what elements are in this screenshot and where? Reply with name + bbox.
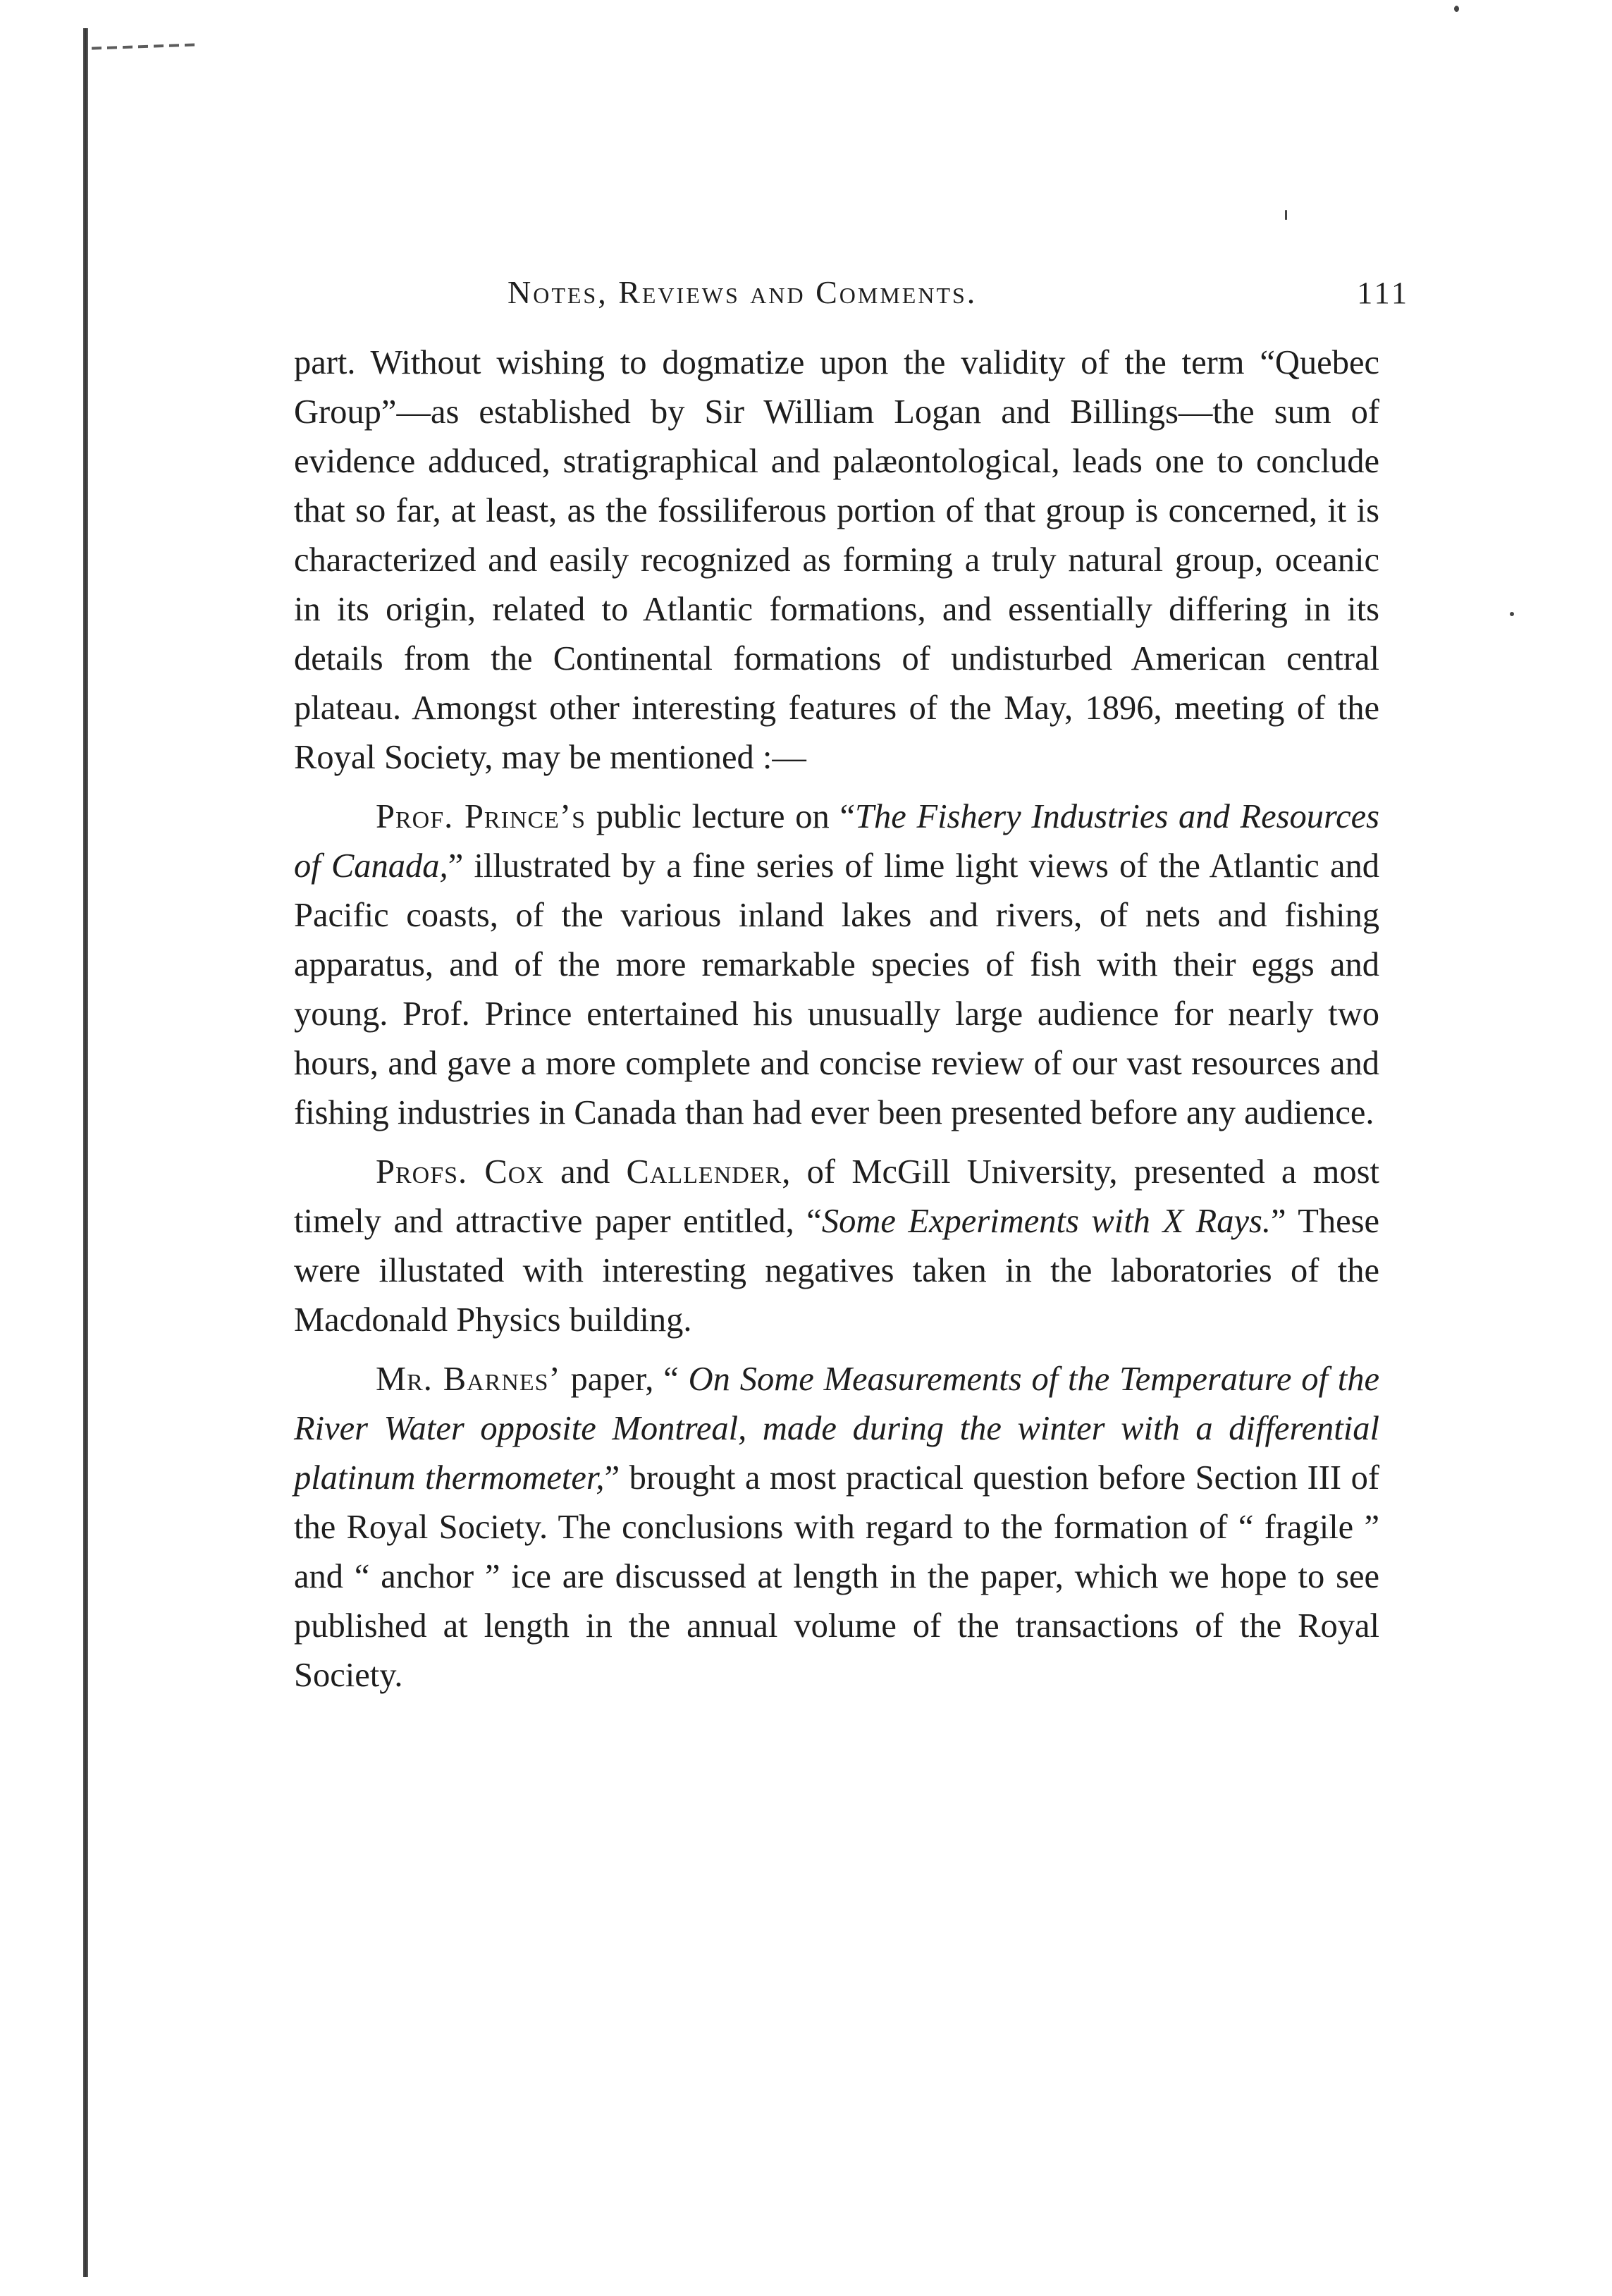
paragraph-text: and xyxy=(543,1153,627,1191)
paragraph-quebec-group xyxy=(294,338,1379,782)
page-number: 111 xyxy=(1357,276,1410,310)
running-title: Notes, Reviews and Comments. xyxy=(507,274,978,310)
speaker-name: Prof. Prince’s xyxy=(376,798,586,835)
body-text xyxy=(294,338,1379,1700)
scan-speck xyxy=(1510,612,1514,616)
paragraph-text: part. Without wishing to dogmatize upon the validity of the term “Quebec Group”—as established by Sir William Logan and Billings—the sum of evidence adduced, stratigraphical and palæontological, leads one to conclude that so far, at least, as the fossiliferous portion of that group is concerned, it is characterized and easily recognized as forming a truly natural group, oceanic in its origin, related to Atlantic formations, and essentially differing in its details from the Continental formations of undisturbed American central plateau. Amongst other interesting features of the May, 1896, meeting of the Royal Society, may be mentioned :— xyxy=(294,344,1379,776)
paragraph-x-rays xyxy=(294,1148,1379,1345)
scan-mark xyxy=(92,43,197,49)
paragraph-text: paper, “ xyxy=(560,1361,689,1398)
paragraph-prince-lecture xyxy=(294,792,1379,1138)
lecture-title: The Fishery Industries and Resources of Canada, xyxy=(294,798,1380,885)
paper-title: On Some Measurements of the Temperature of the River Water opposite Montreal, made during the winter with a differential platinum thermometer, xyxy=(294,1361,1379,1497)
paragraph-text: ” illustrated by a fine series of lime light views of the Atlantic and Pacific coasts, of the various inland lakes and rivers, of nets and fishing apparatus, and of the more remarkable species of fish with their eggs and young. Prof. Prince entertained his unusually large audience for nearly two hours, and gave a more complete and concise review of our vast resources and fishing industries in Canada than had ever been presented before any audience. xyxy=(294,847,1379,1131)
paper-title: Some Experiments with X Rays. xyxy=(821,1203,1272,1240)
scan-speck xyxy=(1285,210,1287,220)
paragraph-barnes-paper xyxy=(294,1355,1379,1700)
paragraph-text: ” These were illustated with interesting negatives taken in the laboratories of the Macdonald Physics building. xyxy=(294,1203,1379,1339)
paragraph-text: ” brought a most practical question before Section III of the Royal Society. The conclusions with regard to the formation of “ fragile ” and “ anchor ” ice are discussed at length in the paper, which we hope to see published at length in the annual volume of the transactions of the Royal Society. xyxy=(294,1459,1379,1694)
binding-edge xyxy=(83,28,88,2277)
speaker-name: Mr. Barnes’ xyxy=(376,1361,561,1398)
paragraph-text: , of McGill University, presented a most timely and attractive paper entitled, “ xyxy=(294,1153,1379,1240)
paragraph-text: public lecture on “ xyxy=(585,798,855,835)
scan-speck xyxy=(1454,6,1459,12)
speaker-name: Callender xyxy=(626,1153,782,1191)
speaker-name: Profs. Cox xyxy=(376,1153,544,1191)
running-head xyxy=(296,274,1410,323)
